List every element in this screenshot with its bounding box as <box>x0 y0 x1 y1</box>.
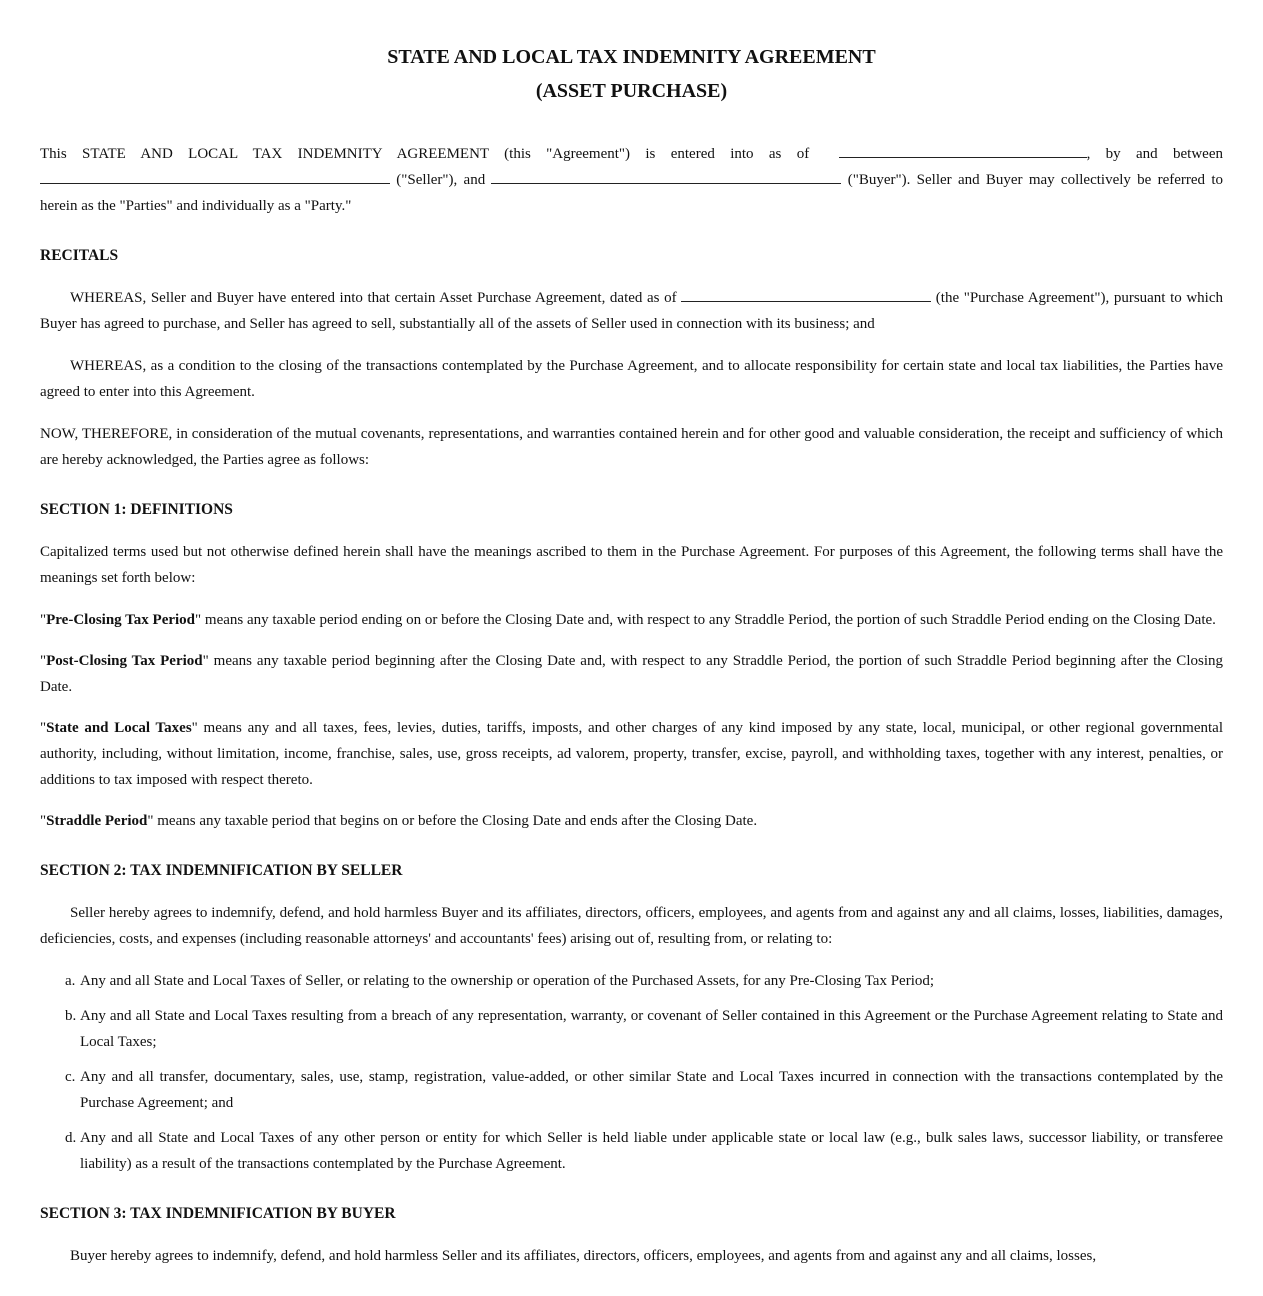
list-marker: b. <box>65 1008 77 1024</box>
seller-name-blank[interactable] <box>40 167 390 184</box>
definition-post-closing: "Post-Closing Tax Period" means any taxable period beginning after the Closing Date and, with respect to any Straddle Period, the portion of such Straddle Period beginning after the Closing Date. <box>40 653 1223 695</box>
list-item-text: Any and all State and Local Taxes resulting from a breach of any representation, warranty, or covenant of Seller contained in this Agreement or the Purchase Agreement relating to State and Local Taxes; <box>80 1008 1223 1050</box>
agreement-date-blank[interactable] <box>839 141 1087 158</box>
intro-paragraph <box>40 141 1223 219</box>
list-item <box>65 1003 1223 1055</box>
intro-text-3: ("Seller"), and <box>396 172 486 188</box>
intro-text-2: , by and between <box>1086 146 1223 162</box>
whereas-paragraph-1 <box>40 285 1223 337</box>
definition-text: means any taxable period that begins on or before the Closing Date and ends after the Closing Date. <box>153 813 758 829</box>
list-item-text: Any and all transfer, documentary, sales, use, stamp, registration, value-added, or other similar State and Local Taxes incurred in connection with the transactions contemplated by the Purchase Agreement; and <box>80 1069 1223 1111</box>
definition-pre-closing: "Pre-Closing Tax Period" means any taxable period ending on or before the Closing Date and, with respect to any Straddle Period, the portion of such Straddle Period ending on the Closing Date. <box>40 612 1216 628</box>
definition-text: means any taxable period ending on or before the Closing Date and, with respect to any Straddle Period, the portion of such Straddle Period ending on the Closing Date. <box>201 612 1216 628</box>
list-item <box>65 1064 1223 1116</box>
section-1-heading: SECTION 1: DEFINITIONS <box>40 501 233 518</box>
definition-straddle-period: "Straddle Period" means any taxable period that begins on or before the Closing Date and ends after the Closing Date. <box>40 813 758 829</box>
list-item <box>65 1125 1223 1177</box>
intro-text-4: ("Buyer"). Seller and Buyer may collectively be referred to herein as the "Parties" and individually as a "Party." <box>40 172 1224 214</box>
whereas-1-text-a: WHEREAS, Seller and Buyer have entered into that certain Asset Purchase Agreement, dated as of <box>70 290 677 306</box>
section-3-heading: SECTION 3: TAX INDEMNIFICATION BY BUYER <box>40 1205 396 1222</box>
now-therefore-paragraph: NOW, THEREFORE, in consideration of the mutual covenants, representations, and warranties contained herein and for other good and valuable consideration, the receipt and sufficiency of which are hereby acknowledged, the Parties agree as follows: <box>40 426 1223 468</box>
seller-indemnity-list <box>40 968 1223 1177</box>
list-item-text: Any and all State and Local Taxes of Seller, or relating to the ownership or operation of the Purchased Assets, for any Pre-Closing Tax Period; <box>80 973 935 989</box>
document-subtitle: (ASSET PURCHASE) <box>535 80 728 102</box>
list-item <box>65 968 1223 994</box>
definition-text: means any taxable period beginning after the Closing Date and, with respect to any Straddle Period, the portion of such Straddle Period beginning after the Closing Date. <box>40 653 1223 695</box>
list-marker: d. <box>65 1130 77 1146</box>
definition-state-local-taxes: "State and Local Taxes" means any and all taxes, fees, levies, duties, tariffs, imposts, and other charges of any kind imposed by any state, local, municipal, or other regional governmental authority, including, without limitation, income, franchise, sales, use, gross receipts, ad valorem, property, transfer, excise, payroll, and withholding taxes, together with any interest, penalties, or additions to tax imposed with respect thereto. <box>40 720 1223 788</box>
definition-term: Post-Closing Tax Period <box>46 653 203 669</box>
section-2-intro: Seller hereby agrees to indemnify, defend, and hold harmless Buyer and its affiliates, directors, officers, employees, and agents from and against any and all claims, losses, liabilities, damages, deficiencies, costs, and expenses (including reasonable attorneys' and accountants' fees) arising out of, resulting from, or relating to: <box>40 905 1223 947</box>
document-title: STATE AND LOCAL TAX INDEMNITY AGREEMENT <box>387 46 876 68</box>
recitals-heading: RECITALS <box>40 247 119 264</box>
section-1-intro: Capitalized terms used but not otherwise defined herein shall have the meanings ascribed to them in the Purchase Agreement. For purposes of this Agreement, the following terms shall have the meanings set forth below: <box>40 544 1223 586</box>
definition-term: State and Local Taxes <box>46 720 192 736</box>
list-marker: a. <box>65 973 76 989</box>
list-item-text: Any and all State and Local Taxes of any other person or entity for which Seller is held liable under applicable state or local law (e.g., bulk sales laws, successor liability, or transferee liability) as a result of the transactions contemplated by the Purchase Agreement. <box>80 1130 1223 1172</box>
section-2-heading: SECTION 2: TAX INDEMNIFICATION BY SELLER <box>40 862 403 879</box>
definition-term: Pre-Closing Tax Period <box>46 612 196 628</box>
definition-term: Straddle Period <box>46 813 148 829</box>
intro-text-1: This STATE AND LOCAL TAX INDEMNITY AGREEMENT (this "Agreement") is entered into as of <box>40 146 810 162</box>
whereas-1-text-b: (the "Purchase Agreement"), pursuant to which Buyer has agreed to purchase, and Seller has agreed to sell, substantially all of the assets of Seller used in connection with its business; and <box>40 290 1223 332</box>
section-3-intro: Buyer hereby agrees to indemnify, defend, and hold harmless Seller and its affiliates, directors, officers, employees, and agents from and against any and all claims, losses, <box>70 1248 1097 1264</box>
whereas-paragraph-2: WHEREAS, as a condition to the closing of the transactions contemplated by the Purchase Agreement, and to allocate responsibility for certain state and local tax liabilities, the Parties have agreed to enter into this Agreement. <box>40 358 1223 400</box>
purchase-agreement-date-blank[interactable] <box>681 285 931 302</box>
title-block <box>40 0 1223 108</box>
list-marker: c. <box>65 1069 76 1085</box>
definition-text: means any and all taxes, fees, levies, duties, tariffs, imposts, and other charges of any kind imposed by any state, local, municipal, or other regional governmental authority, including, without limitation, income, franchise, sales, use, gross receipts, ad valorem, property, transfer, excise, payroll, and withholding taxes, together with any interest, penalties, or additions to tax imposed with respect thereto. <box>40 720 1223 788</box>
buyer-name-blank[interactable] <box>491 167 841 184</box>
